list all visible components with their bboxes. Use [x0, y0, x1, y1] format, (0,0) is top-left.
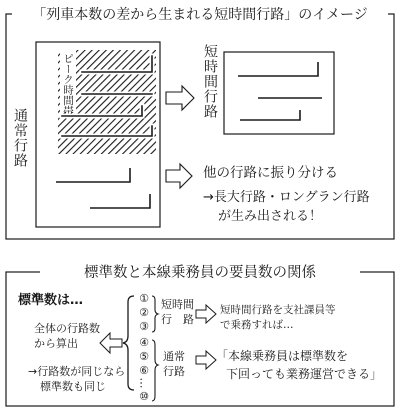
number-1: ①	[139, 292, 149, 305]
number-4: ④	[139, 336, 149, 349]
branch-line-1: 短時間行路を支社課員等	[220, 304, 336, 316]
panel1-title: 「列車本数の差から生まれる短時間行路」のイメージ	[32, 7, 368, 23]
regular-route-char-1: 通常行路	[12, 108, 28, 168]
arrow-to-branch	[196, 305, 216, 323]
branch-line-2: で乗務すれば…	[220, 319, 294, 331]
standard-label: 標準数は…	[18, 293, 84, 308]
regular-route-text-2: 行路	[163, 365, 185, 378]
short-route-label: 短時間行路	[202, 44, 218, 119]
same-line-2: 標準数も同じ	[40, 380, 106, 393]
regular-route-text-1: 通常	[163, 350, 185, 363]
short-route-text-2: 行 路	[161, 313, 194, 326]
calc-line-2: から算出	[34, 337, 78, 350]
brace-short-routes	[152, 296, 158, 332]
regular-route-label	[12, 108, 28, 168]
number-2: ②	[139, 306, 149, 319]
route-numbers	[138, 292, 151, 403]
arrow-to-quote	[196, 351, 216, 369]
number-5: ⑤	[139, 350, 149, 363]
calc-line-1: 全体の行路数	[34, 322, 100, 335]
arrow-to-other-routes	[166, 164, 192, 188]
arrow-to-calc	[100, 333, 122, 353]
quote-line-1: 「本線乗務員は標準数を	[216, 349, 349, 363]
quote-line-2: 下回っても業務運営できる」	[226, 367, 383, 381]
panel2-title: 標準数と本線乗務員の要員数の関係	[84, 265, 316, 281]
number-6: ⑥	[139, 364, 149, 377]
assign-text: 他の行路に振り分ける	[203, 165, 338, 181]
same-line-1: →行路数が同じなら	[28, 365, 126, 378]
result-line-2: が生み出される！	[218, 209, 323, 224]
brace-regular-routes	[152, 340, 158, 401]
number-3: ③	[139, 320, 149, 333]
arrow-to-short-routes	[166, 86, 194, 110]
short-route-text-1: 短時間	[161, 298, 194, 311]
result-line-1: →長大行路・ロングラン行路	[203, 190, 370, 205]
peak-label: ピーク時間帯	[62, 53, 74, 116]
number-dots: …	[137, 377, 151, 389]
number-10: ⑩	[139, 390, 149, 403]
